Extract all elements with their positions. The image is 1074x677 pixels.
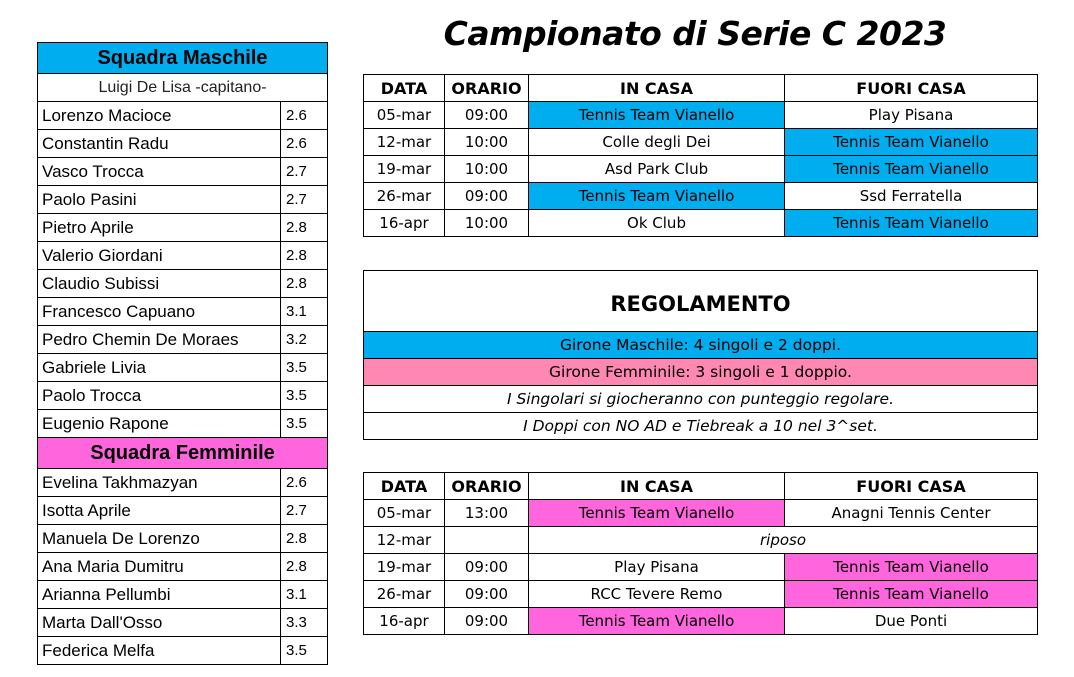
player-ranking: 3.3 [281, 609, 328, 637]
male-team-header-row [38, 43, 328, 74]
male-player-row [38, 158, 328, 186]
home-team: Tennis Team Vianello [529, 102, 785, 129]
rest-label: riposo [529, 527, 1038, 554]
away-team: Anagni Tennis Center [785, 500, 1038, 527]
column-header: IN CASA [529, 473, 785, 500]
player-ranking: 2.8 [281, 214, 328, 242]
column-header: DATA [364, 75, 445, 102]
female-schedule-table [363, 472, 1038, 635]
match-date: 16-apr [364, 210, 445, 237]
player-name: Isotta Aprile [38, 497, 281, 525]
home-team: Ok Club [529, 210, 785, 237]
home-team: Tennis Team Vianello [529, 608, 785, 635]
player-ranking: 2.8 [281, 270, 328, 298]
match-date: 19-mar [364, 156, 445, 183]
match-time: 10:00 [445, 156, 529, 183]
match-date: 19-mar [364, 554, 445, 581]
match-time: 13:00 [445, 500, 529, 527]
match-date: 05-mar [364, 500, 445, 527]
male-team-header: Squadra Maschile [38, 43, 328, 74]
female-player-row [38, 609, 328, 637]
match-date: 26-mar [364, 581, 445, 608]
male-player-row [38, 130, 328, 158]
female-player-row [38, 581, 328, 609]
player-name: Evelina Takhmazyan [38, 469, 281, 497]
match-row [364, 581, 1038, 608]
match-time [445, 527, 529, 554]
player-ranking: 2.6 [281, 130, 328, 158]
away-team: Tennis Team Vianello [785, 554, 1038, 581]
match-row [364, 129, 1038, 156]
match-time: 10:00 [445, 210, 529, 237]
player-name: Manuela De Lorenzo [38, 525, 281, 553]
player-ranking: 3.1 [281, 298, 328, 326]
female-player-row [38, 637, 328, 665]
player-ranking: 3.2 [281, 326, 328, 354]
match-date: 12-mar [364, 129, 445, 156]
match-date: 16-apr [364, 608, 445, 635]
match-row [364, 608, 1038, 635]
player-name: Vasco Trocca [38, 158, 281, 186]
player-name: Pietro Aprile [38, 214, 281, 242]
home-team: Asd Park Club [529, 156, 785, 183]
female-player-row [38, 525, 328, 553]
player-name: Paolo Trocca [38, 382, 281, 410]
rule-female: Girone Femminile: 3 singoli e 1 doppio. [364, 359, 1038, 386]
player-name: Claudio Subissi [38, 270, 281, 298]
player-name: Gabriele Livia [38, 354, 281, 382]
home-team: Tennis Team Vianello [529, 183, 785, 210]
male-player-row [38, 270, 328, 298]
match-row [364, 156, 1038, 183]
captain-label: Luigi De Lisa -capitano- [38, 74, 328, 102]
player-name: Lorenzo Macioce [38, 102, 281, 130]
male-player-row [38, 354, 328, 382]
schedule-header-row [364, 473, 1038, 500]
match-time: 09:00 [445, 554, 529, 581]
column-header: FUORI CASA [785, 473, 1038, 500]
away-team: Due Ponti [785, 608, 1038, 635]
home-team: RCC Tevere Remo [529, 581, 785, 608]
player-ranking: 2.7 [281, 497, 328, 525]
away-team: Ssd Ferratella [785, 183, 1038, 210]
rule-male: Girone Maschile: 4 singoli e 2 doppi. [364, 332, 1038, 359]
column-header: ORARIO [445, 473, 529, 500]
away-team: Tennis Team Vianello [785, 156, 1038, 183]
player-ranking: 2.6 [281, 469, 328, 497]
column-header: ORARIO [445, 75, 529, 102]
away-team: Tennis Team Vianello [785, 129, 1038, 156]
player-ranking: 3.5 [281, 382, 328, 410]
away-team: Tennis Team Vianello [785, 581, 1038, 608]
rule-doubles: I Doppi con NO AD e Tiebreak a 10 nel 3^set. [364, 413, 1038, 440]
player-name: Federica Melfa [38, 637, 281, 665]
match-date: 26-mar [364, 183, 445, 210]
player-name: Valerio Giordani [38, 242, 281, 270]
match-row [364, 102, 1038, 129]
schedule-header-row [364, 75, 1038, 102]
female-team-header-row [38, 438, 328, 469]
player-ranking: 2.8 [281, 242, 328, 270]
rule-singles: I Singolari si giocheranno con punteggio regolare. [364, 386, 1038, 413]
female-team-header: Squadra Femminile [38, 438, 328, 469]
player-name: Eugenio Rapone [38, 410, 281, 438]
away-team: Play Pisana [785, 102, 1038, 129]
column-header: FUORI CASA [785, 75, 1038, 102]
match-time: 09:00 [445, 608, 529, 635]
player-ranking: 3.5 [281, 354, 328, 382]
player-ranking: 3.1 [281, 581, 328, 609]
page-title: Campionato di Serie C 2023 [443, 14, 947, 53]
male-player-row [38, 102, 328, 130]
match-row [364, 500, 1038, 527]
player-ranking: 2.7 [281, 158, 328, 186]
male-player-row [38, 410, 328, 438]
player-ranking: 2.7 [281, 186, 328, 214]
roster-table [37, 42, 328, 665]
player-name: Francesco Capuano [38, 298, 281, 326]
rules-title: REGOLAMENTO [364, 271, 1038, 332]
player-name: Arianna Pellumbi [38, 581, 281, 609]
player-ranking: 2.8 [281, 525, 328, 553]
female-player-row [38, 553, 328, 581]
player-name: Paolo Pasini [38, 186, 281, 214]
away-team: Tennis Team Vianello [785, 210, 1038, 237]
player-ranking: 2.6 [281, 102, 328, 130]
column-header: DATA [364, 473, 445, 500]
male-player-row [38, 214, 328, 242]
match-time: 10:00 [445, 129, 529, 156]
match-time: 09:00 [445, 183, 529, 210]
player-name: Pedro Chemin De Moraes [38, 326, 281, 354]
male-schedule-table [363, 74, 1038, 237]
match-row [364, 183, 1038, 210]
match-date: 12-mar [364, 527, 445, 554]
home-team: Play Pisana [529, 554, 785, 581]
home-team: Tennis Team Vianello [529, 500, 785, 527]
male-player-row [38, 186, 328, 214]
player-ranking: 2.8 [281, 553, 328, 581]
match-row [364, 554, 1038, 581]
match-date: 05-mar [364, 102, 445, 129]
match-row [364, 210, 1038, 237]
player-ranking: 3.5 [281, 637, 328, 665]
female-player-row [38, 469, 328, 497]
player-name: Ana Maria Dumitru [38, 553, 281, 581]
male-player-row [38, 298, 328, 326]
female-player-row [38, 497, 328, 525]
male-player-row [38, 326, 328, 354]
player-ranking: 3.5 [281, 410, 328, 438]
player-name: Constantin Radu [38, 130, 281, 158]
match-time: 09:00 [445, 102, 529, 129]
male-player-row [38, 242, 328, 270]
male-player-row [38, 382, 328, 410]
column-header: IN CASA [529, 75, 785, 102]
home-team: Colle degli Dei [529, 129, 785, 156]
captain-row [38, 74, 328, 102]
match-row [364, 527, 1038, 554]
player-name: Marta Dall'Osso [38, 609, 281, 637]
rules-table [363, 270, 1038, 440]
match-time: 09:00 [445, 581, 529, 608]
